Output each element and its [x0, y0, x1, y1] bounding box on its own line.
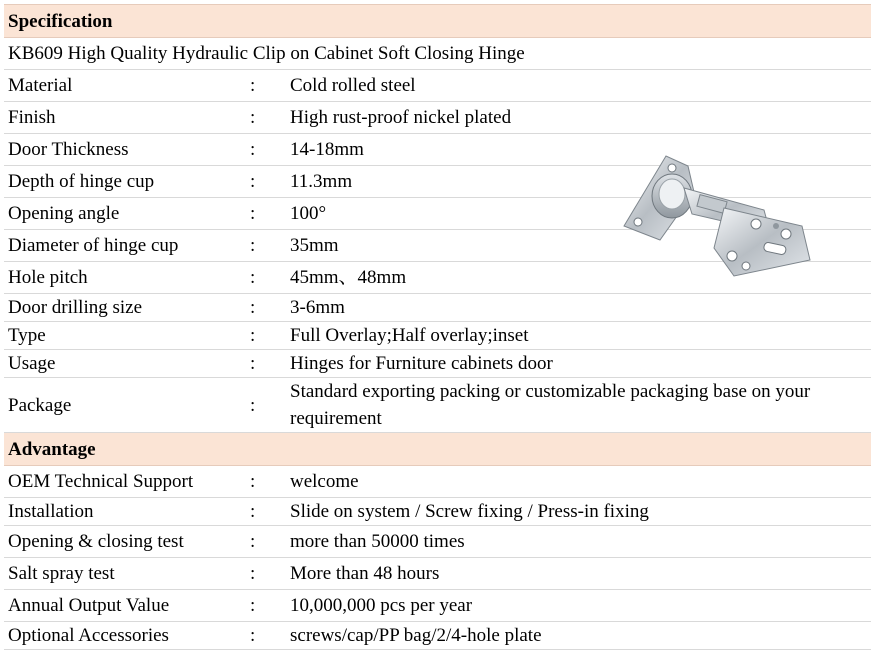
spec-label: Finish	[4, 102, 240, 134]
spec-separator: :	[240, 350, 286, 378]
spec-row-material	[4, 70, 871, 102]
spec-separator: :	[240, 102, 286, 134]
adv-row-cycle-test	[4, 526, 871, 558]
spec-value: 35mm	[286, 230, 871, 262]
adv-separator: :	[240, 498, 286, 526]
hinge-product-image	[614, 148, 818, 282]
spec-separator: :	[240, 322, 286, 350]
spec-value: High rust-proof nickel plated	[286, 102, 871, 134]
spec-label: Type	[4, 322, 240, 350]
spec-separator: :	[240, 198, 286, 230]
spec-value: Full Overlay;Half overlay;inset	[286, 322, 871, 350]
spec-row-finish	[4, 102, 871, 134]
adv-label: Salt spray test	[4, 558, 240, 590]
spec-value: Hinges for Furniture cabinets door	[286, 350, 871, 378]
adv-row-accessories	[4, 622, 871, 650]
spec-value: 3-6mm	[286, 294, 871, 322]
spec-separator: :	[240, 166, 286, 198]
adv-separator: :	[240, 590, 286, 622]
adv-row-salt-spray	[4, 558, 871, 590]
spec-row-type	[4, 322, 871, 350]
product-title-row	[4, 38, 871, 70]
spec-label: Diameter of hinge cup	[4, 230, 240, 262]
adv-row-oem-support	[4, 466, 871, 498]
adv-row-output	[4, 590, 871, 622]
adv-value: Slide on system / Screw fixing / Press-in fixing	[286, 498, 871, 526]
adv-value: welcome	[286, 466, 871, 498]
spec-value: 100°	[286, 198, 871, 230]
spec-row-package	[4, 378, 871, 433]
adv-separator: :	[240, 622, 286, 650]
adv-value: more than 50000 times	[286, 526, 871, 558]
spec-label: Opening angle	[4, 198, 240, 230]
spec-label: Hole pitch	[4, 262, 240, 294]
spec-row-drilling-size	[4, 294, 871, 322]
product-title: KB609 High Quality Hydraulic Clip on Cabinet Soft Closing Hinge	[4, 38, 871, 70]
spec-value: Standard exporting packing or customizable packaging base on your requirement	[286, 378, 871, 433]
spec-value: Cold rolled steel	[286, 70, 871, 102]
adv-separator: :	[240, 558, 286, 590]
adv-separator: :	[240, 526, 286, 558]
spec-label: Material	[4, 70, 240, 102]
adv-label: Optional Accessories	[4, 622, 240, 650]
spec-value: 11.3mm	[286, 166, 871, 198]
spec-separator: :	[240, 294, 286, 322]
spec-separator: :	[240, 378, 286, 433]
spec-separator: :	[240, 230, 286, 262]
spec-separator: :	[240, 70, 286, 102]
spec-label: Door Thickness	[4, 134, 240, 166]
spec-sheet	[4, 4, 871, 650]
spec-separator: :	[240, 134, 286, 166]
spec-label: Package	[4, 378, 240, 433]
spec-separator: :	[240, 262, 286, 294]
specification-header-row	[4, 5, 871, 38]
adv-separator: :	[240, 466, 286, 498]
advantage-header-row	[4, 433, 871, 466]
adv-label: Annual Output Value	[4, 590, 240, 622]
adv-row-installation	[4, 498, 871, 526]
adv-value: More than 48 hours	[286, 558, 871, 590]
adv-label: Installation	[4, 498, 240, 526]
spec-row-usage	[4, 350, 871, 378]
spec-value: 14-18mm	[286, 134, 871, 166]
adv-label: OEM Technical Support	[4, 466, 240, 498]
spec-label: Door drilling size	[4, 294, 240, 322]
spec-table	[4, 4, 871, 650]
specification-heading: Specification	[4, 5, 871, 38]
spec-label: Depth of hinge cup	[4, 166, 240, 198]
spec-label: Usage	[4, 350, 240, 378]
advantage-heading: Advantage	[4, 433, 871, 466]
spec-value: 45mm、48mm	[286, 262, 871, 294]
adv-value: 10,000,000 pcs per year	[286, 590, 871, 622]
adv-label: Opening & closing test	[4, 526, 240, 558]
adv-value: screws/cap/PP bag/2/4-hole plate	[286, 622, 871, 650]
